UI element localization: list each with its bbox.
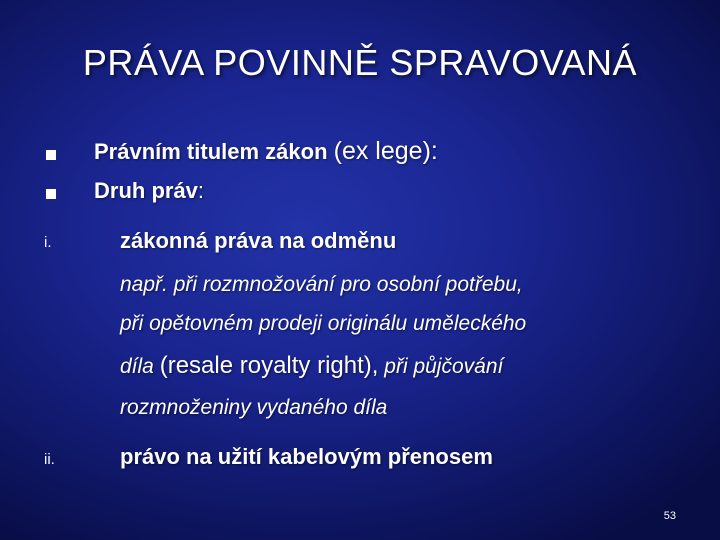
item-1-note-line-3 — [120, 352, 680, 380]
item-1-note-line-2: při opětovném prodeji originálu uměleckého — [120, 312, 527, 335]
item-marker-2: ii. — [44, 451, 55, 468]
page-number: 53 — [663, 510, 676, 522]
item-heading-1: zákonná práva na odměnu — [120, 228, 397, 253]
note-line-3-b: při půjčování — [378, 355, 504, 378]
bullet-marker-2 — [46, 178, 56, 210]
slide-title: PRÁVA POVINNĚ SPRAVOVANÁ — [82, 42, 638, 83]
bullet-marker-1 — [46, 139, 56, 171]
item-1-note-line-4: rozmnoženiny vydaného díla — [120, 396, 388, 419]
bullet-text-2 — [94, 178, 204, 204]
bullet-text-1 — [94, 137, 438, 166]
square-bullet-icon — [46, 150, 56, 160]
item-heading-2: právo na užití kabelovým přenosem — [120, 444, 493, 469]
note-line-3-upright: (resale royalty right), — [159, 352, 379, 379]
item-1-note-line-1: např. při rozmnožování pro osobní potřebu, — [120, 273, 523, 296]
bullet-2-main: Druh práv — [94, 178, 198, 203]
bullet-1-main: Právním titulem zákon — [94, 139, 334, 164]
square-bullet-icon — [46, 189, 56, 199]
note-line-3-a: díla — [120, 355, 160, 378]
bullet-2-plain: : — [197, 178, 205, 203]
bullet-1-plain: (ex lege): — [333, 137, 438, 165]
item-marker-1: i. — [44, 234, 52, 251]
